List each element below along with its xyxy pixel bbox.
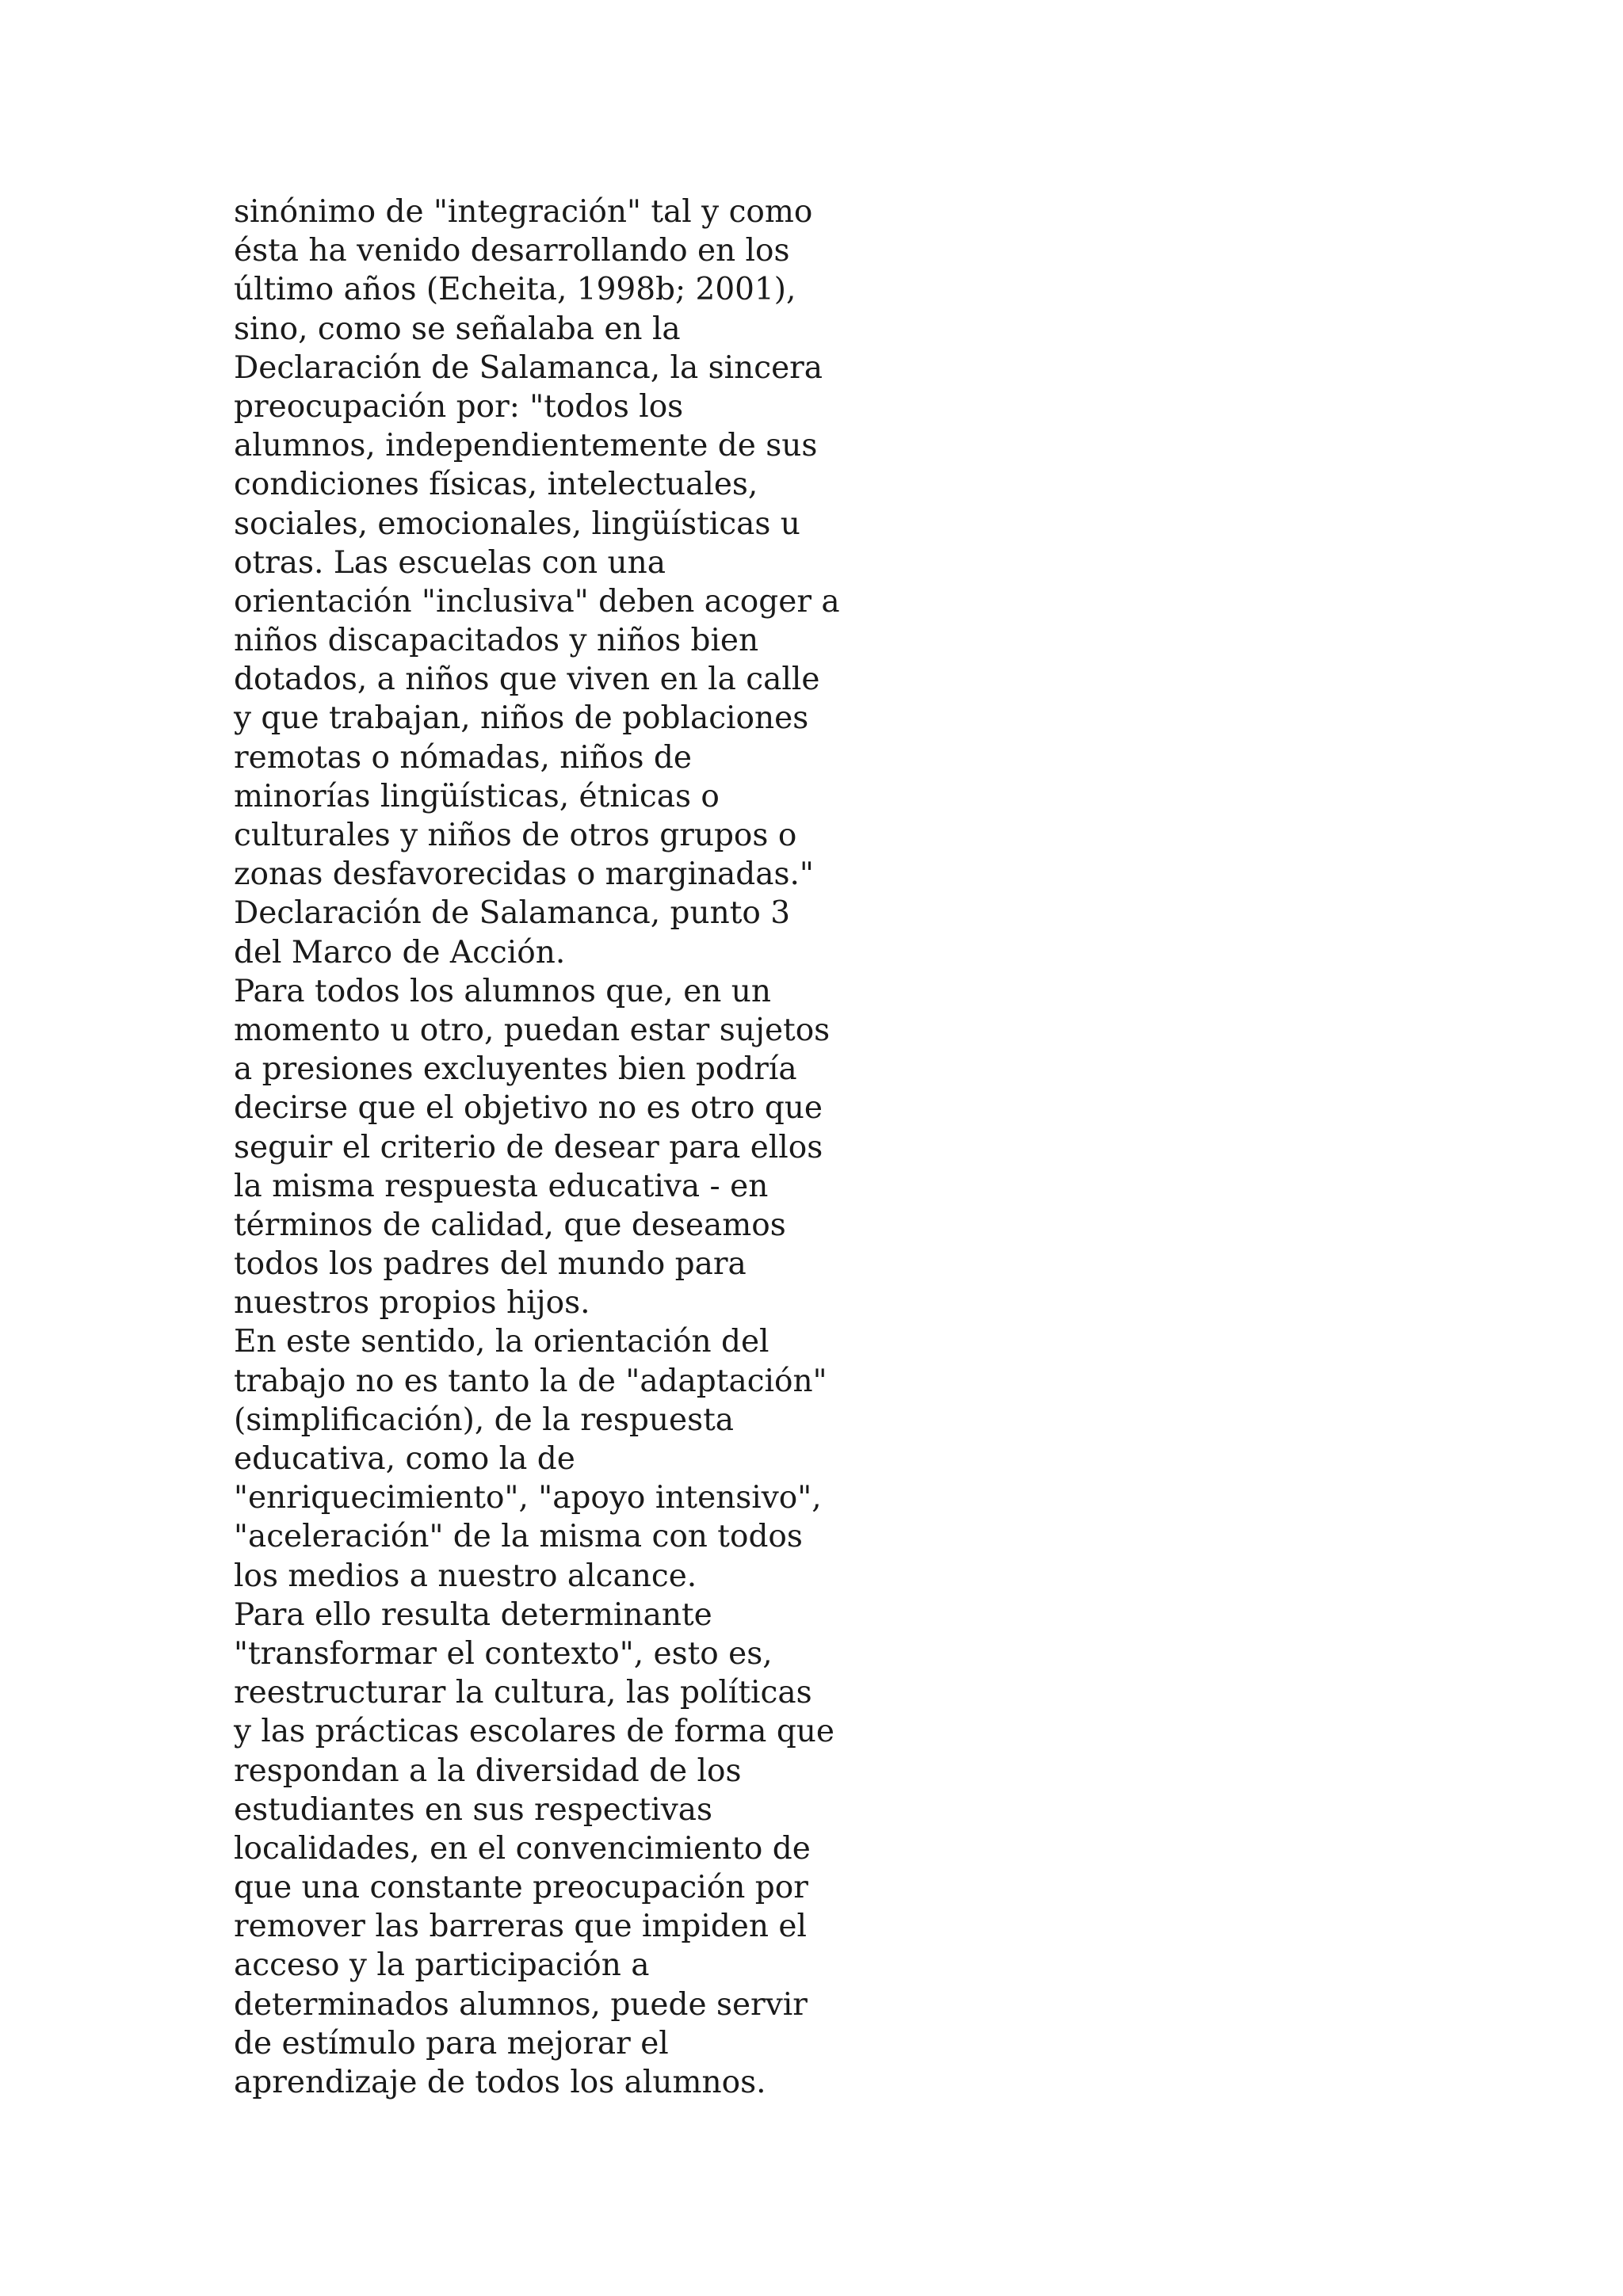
text-line: "aceleración" de la misma con todos [234, 1519, 803, 1555]
text-line: localidades, en el convencimiento de [234, 1830, 811, 1867]
text-line: reestructurar la cultura, las políticas [234, 1675, 812, 1711]
text-line: educativa, como la de [234, 1441, 575, 1477]
text-line: (simplificación), de la respuesta [234, 1402, 735, 1438]
text-line: estudiantes en sus respectivas [234, 1791, 713, 1828]
text-line: acceso y la participación a [234, 1947, 650, 1984]
text-line: a presiones excluyentes bien podría [234, 1051, 797, 1088]
text-line: alumnos, independientemente de sus [234, 428, 818, 464]
text-line: los medios a nuestro alcance. [234, 1558, 697, 1594]
text-line: remover las barreras que impiden el [234, 1909, 807, 1945]
text-line: términos de calidad, que deseamos [234, 1207, 786, 1243]
text-line: del Marco de Acción. [234, 934, 566, 971]
text-line: "transformar el contexto", esto es, [234, 1635, 773, 1672]
text-line: otras. Las escuelas con una [234, 544, 666, 581]
text-line: sinónimo de "integración" tal y como [234, 194, 813, 230]
text-line: En este sentido, la orientación del [234, 1324, 769, 1360]
text-line: y que trabajan, niños de poblaciones [234, 700, 809, 737]
text-line: sino, como se señalaba en la [234, 311, 681, 347]
text-line: preocupación por: "todos los [234, 388, 684, 425]
text-line: aprendizaje de todos los alumnos. [234, 2065, 766, 2100]
text-line: orientación "inclusiva" deben acoger a [234, 583, 840, 620]
text-line: condiciones físicas, intelectuales, [234, 467, 758, 503]
text-line: Para todos los alumnos que, en un [234, 973, 772, 1009]
text-line: y las prácticas escolares de forma que [234, 1714, 834, 1750]
text-line: Declaración de Salamanca, punto 3 [234, 895, 791, 932]
text-line: último años (Echeita, 1998b; 2001), [234, 272, 796, 308]
text-line: todos los padres del mundo para [234, 1246, 747, 1283]
text-line: zonas desfavorecidas o marginadas." [234, 856, 814, 893]
text-line: la misma respuesta educativa - en [234, 1168, 769, 1204]
text-line: determinados alumnos, puede servir [234, 1986, 808, 2023]
text-line: ésta ha venido desarrollando en los [234, 233, 790, 269]
text-line: "enriquecimiento", "apoyo intensivo", [234, 1480, 822, 1516]
text-line: remotas o nómadas, niños de [234, 739, 692, 776]
text-line: momento u otro, puedan estar sujetos [234, 1012, 831, 1048]
text-line: dotados, a niños que viven en la calle [234, 662, 820, 698]
text-line: minorías lingüísticas, étnicas o [234, 778, 720, 814]
body-text [234, 193, 947, 2102]
text-line: culturales y niños de otros grupos o [234, 818, 797, 853]
text-line: nuestros propios hijos. [234, 1285, 590, 1322]
text-line: Declaración de Salamanca, la sincera [234, 349, 823, 386]
text-line: trabajo no es tanto la de "adaptación" [234, 1363, 827, 1399]
text-line: Para ello resulta determinante [234, 1596, 712, 1633]
text-line: respondan a la diversidad de los [234, 1753, 742, 1789]
text-line: decirse que el objetivo no es otro que [234, 1090, 823, 1127]
text-line: niños discapacitados y niños bien [234, 623, 759, 659]
text-line: sociales, emocionales, lingüísticas u [234, 505, 800, 542]
text-line: de estímulo para mejorar el [234, 2025, 669, 2061]
text-line: que una constante preocupación por [234, 1870, 808, 1906]
text-line: seguir el criterio de desear para ellos [234, 1129, 823, 1165]
